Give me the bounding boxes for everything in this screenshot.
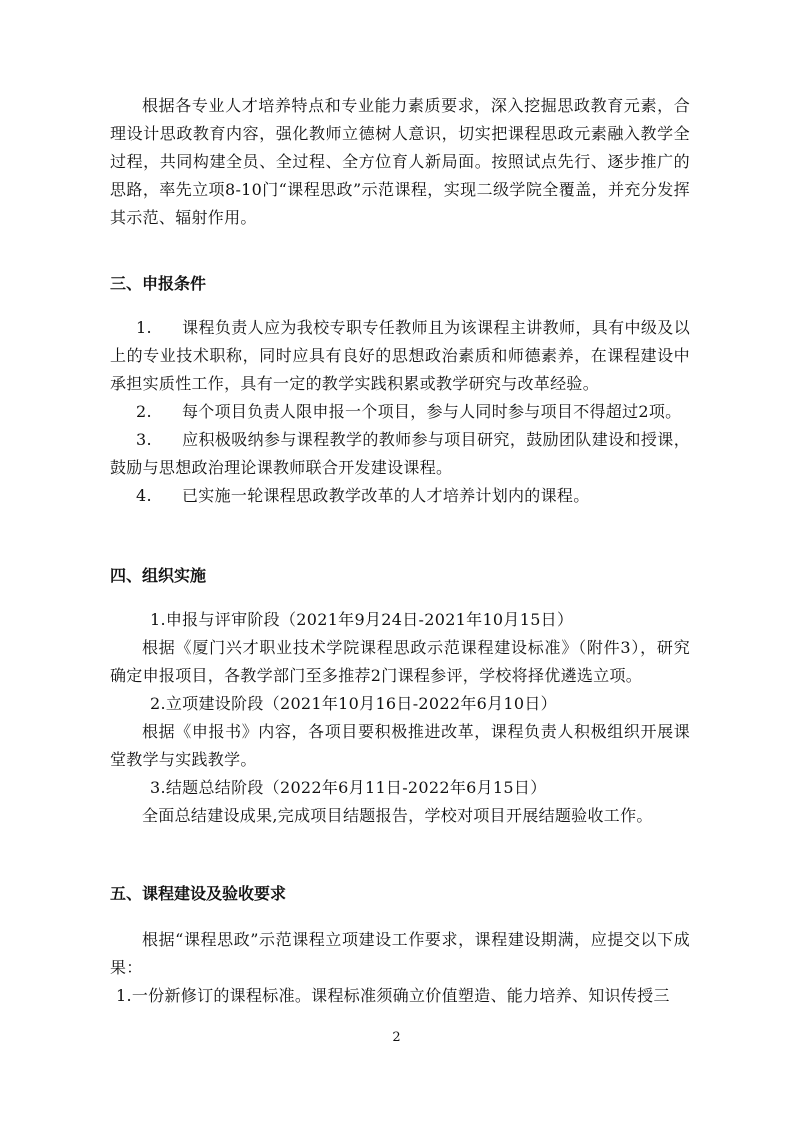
stage-3-title: 3.结题总结阶段（2022年6月11日-2022年6月15日） [150,778,547,797]
requirements-block [110,926,690,1010]
intro-paragraph-block [110,92,690,232]
stage-3-text: 全面总结建设成果,完成项目结题报告，学校对项目开展结题验收工作。 [142,806,653,825]
conditions-list [110,314,690,510]
requirements-intro: 根据“课程思政”示范课程立项建设工作要求，课程建设期满，应提交以下成果： [110,930,690,977]
section-heading-requirements: 五、课程建设及验收要求 [110,884,287,903]
section-heading-conditions: 三、申报条件 [110,274,207,293]
page-number: 2 [392,1030,401,1045]
stage-2-title: 2.立项建设阶段（2021年10月16日-2022年6月10日） [150,694,557,713]
condition-item-2: 2. 每个项目负责人限申报一个项目，参与人同时参与项目不得超过2项。 [136,402,682,421]
stage-1-title: 1.申报与评审阶段（2021年9月24日-2021年10月15日） [150,610,574,629]
condition-item-3: 3. 应积极吸纳参与课程教学的教师参与项目研究，鼓励团队建设和授课，鼓励与思想政治理论课教师联合开发建设课程。 [110,430,690,477]
condition-text-3: 应积极吸纳参与课程教学的教师参与项目研究，鼓励团队建设和授课，鼓励与思想政治理论课教师联合开发建设课程。 [110,430,690,477]
intro-paragraph: 根据各专业人才培养特点和专业能力素质要求，深入挖掘思政教育元素，合理设计思政教育内容，强化教师立德树人意识，切实把课程思政元素融入教学全过程，共同构建全员、全过程、全方位育人新局面。按照试点先行、逐步推广的思路，率先立项8-10门“课程思政”示范课程，实现二级学院全覆盖，并充分发挥其示范、辐射作用。 [110,96,690,227]
requirement-item-1: 1.一份新修订的课程标准。课程标准须确立价值塑造、能力培养、知识传授三 [116,986,670,1005]
condition-item-4: 4. 已实施一轮课程思政教学改革的人才培养计划内的课程。 [136,486,590,505]
stage-1-text: 根据《厦门兴才职业技术学院课程思政示范课程建设标准》（附件3），研究确定申报项目，各教学部门至多推荐2门课程参评，学校将择优遴选立项。 [110,638,690,685]
condition-text-1: 课程负责人应为我校专职专任教师且为该课程主讲教师，具有中级及以上的专业技术职称，同时应具有良好的思想政治素质和师德素养，在课程建设中承担实质性工作，具有一定的教学实践积累或教学研究与改革经验。 [110,318,690,393]
condition-item-1: 1. 课程负责人应为我校专职专任教师且为该课程主讲教师，具有中级及以上的专业技术职称，同时应具有良好的思想政治素质和师德素养，在课程建设中承担实质性工作，具有一定的教学实践积累或教学研究与改革经验。 [110,318,690,393]
stage-2-text: 根据《申报书》内容，各项目要积极推进改革，课程负责人积极组织开展课堂教学与实践教学。 [110,722,690,769]
condition-text-4: 已实施一轮课程思政教学改革的人才培养计划内的课程。 [182,486,590,505]
condition-text-2: 每个项目负责人限申报一个项目，参与人同时参与项目不得超过2项。 [182,402,682,421]
section-heading-implementation: 四、组织实施 [110,566,207,585]
implementation-block [110,606,690,830]
